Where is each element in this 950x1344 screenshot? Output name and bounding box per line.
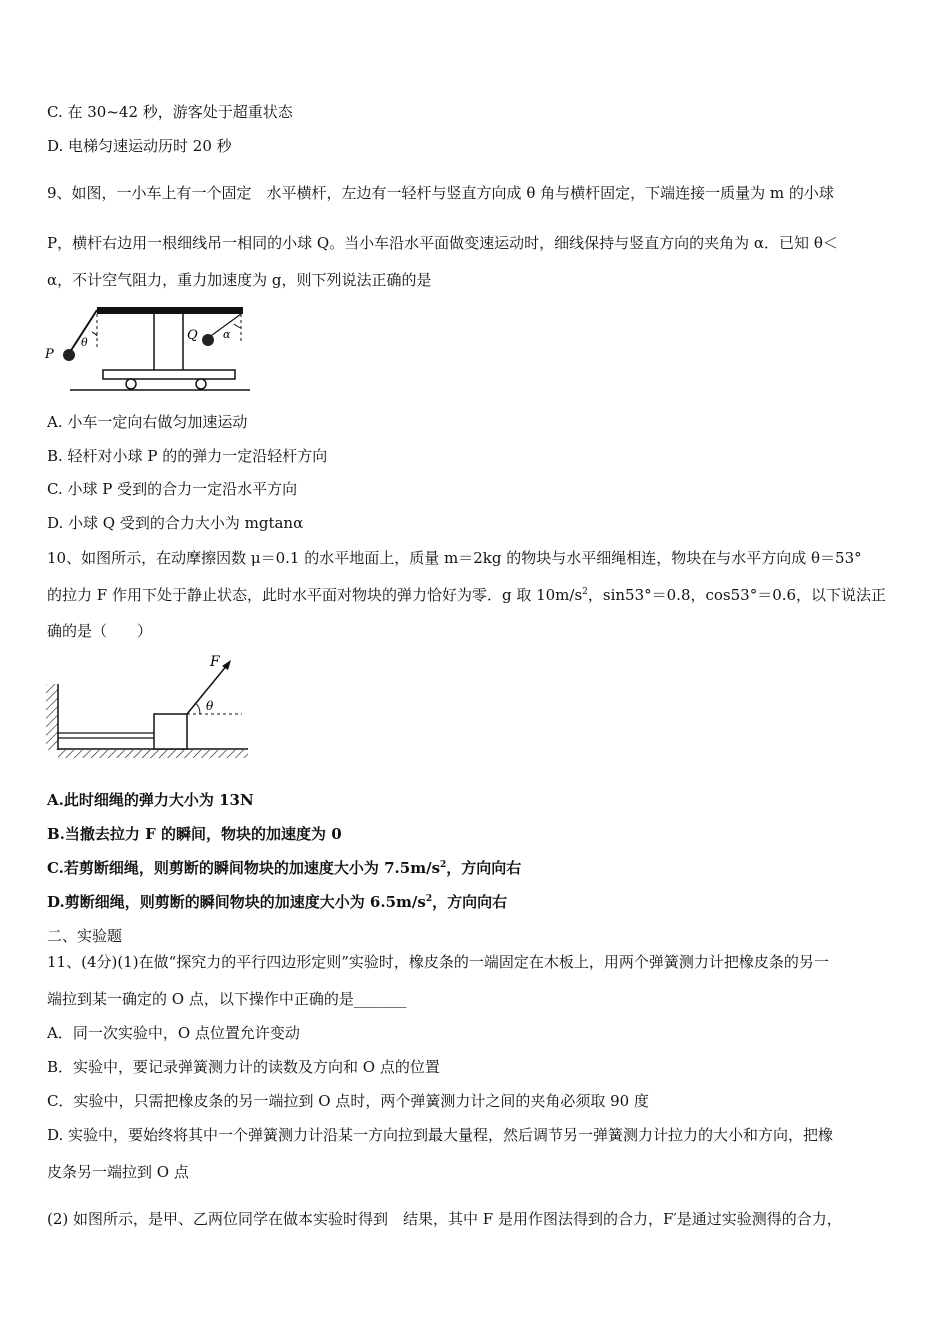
- q11-stem-line2: 端拉到某一确定的 O 点，以下操作中正确的是_______: [47, 990, 407, 1008]
- block: [154, 714, 187, 749]
- q10-option-a: A.此时细绳的弹力大小为 13N: [47, 791, 254, 809]
- q10-option-d: D.剪断细绳，则剪断的瞬间物块的加速度大小为 $6.5m/s^2$，方向向右: [47, 893, 508, 911]
- wheel-right: [196, 379, 206, 389]
- q10-option-b: B.当撤去拉力 F 的瞬间，物块的加速度为 0: [47, 825, 342, 843]
- label-p: P: [45, 347, 54, 362]
- q11-option-b: B．实验中，要记录弹簧测力计的读数及方向和 O 点的位置: [47, 1058, 440, 1076]
- ground-hatching: [58, 750, 248, 758]
- q9-cart-figure: [45, 302, 255, 397]
- wall-hatching: [46, 684, 58, 750]
- q10-option-c: C.若剪断细绳，则剪断的瞬间物块的加速度大小为 $7.5m/s^2$，方向向右: [47, 859, 522, 877]
- q11-option-d-line2: 皮条另一端拉到 O 点: [47, 1163, 189, 1181]
- q10-block-figure: [44, 652, 254, 762]
- ball-q: [202, 334, 214, 346]
- ball-p: [63, 349, 75, 361]
- q9-option-a: A. 小车一定向右做匀加速运动: [47, 413, 248, 431]
- q11-stem-line1: 11、(4分)(1)在做“探究力的平行四边形定则”实验时，橡皮条的一端固定在木板上，用两个弹簧测力计把橡皮条的另一: [47, 953, 829, 971]
- q9-option-b: B. 轻杆对小球 P 的的弹力一定沿轻杆方向: [47, 447, 328, 465]
- angle-arc-alpha: [234, 324, 241, 328]
- q9-option-c: C. 小球 P 受到的合力一定沿水平方向: [47, 480, 298, 498]
- label-f: F: [210, 654, 220, 670]
- q10-stem-line2: 的拉力 F 作用下处于静止状态，此时水平面对物块的弹力恰好为零．g 取 $10m/s^2$，sin53°＝0.8，cos53°＝0.6，以下说法正: [47, 586, 887, 604]
- label-alpha: α: [223, 328, 231, 341]
- angle-arc: [195, 703, 200, 714]
- q11-option-a: A．同一次实验中，O 点位置允许变动: [47, 1024, 300, 1042]
- q9-stem-line2: P，横杆右边用一根细线吊一相同的小球 Q。当小车沿水平面做变速运动时，细线保持与竖直方向的夹角为 α．已知 θ＜: [47, 234, 838, 252]
- q9-stem-line1: 9、如图，一小车上有一个固定 水平横杆，左边有一轻杆与竖直方向成 θ 角与横杆固定，下端连接一质量为 m 的小球: [47, 184, 834, 202]
- q9-option-d: D. 小球 Q 受到的合力大小为 mgtanα: [47, 514, 304, 532]
- crossbar: [97, 307, 243, 314]
- cart-body: [103, 370, 235, 379]
- section-heading: 二、实验题: [47, 927, 123, 945]
- label-theta: θ: [206, 699, 214, 713]
- label-theta: θ: [81, 336, 88, 349]
- q10-stem-line1: 10、如图所示，在动摩擦因数 μ＝0.1 的水平地面上，质量 m＝2kg 的物块与水平细绳相连，物块在与水平方向成 θ＝53°: [47, 549, 862, 567]
- q11-option-c: C．实验中，只需把橡皮条的另一端拉到 O 点时，两个弹簧测力计之间的夹角必须取 90 度: [47, 1092, 649, 1110]
- label-q: Q: [187, 328, 198, 343]
- q10-stem-line3: 确的是（ ）: [47, 622, 153, 640]
- angle-arc-theta: [92, 332, 97, 336]
- q8-option-d: D. 电梯匀速运动历时 20 秒: [47, 137, 232, 155]
- q11-option-d-line1: D. 实验中，要始终将其中一个弹簧测力计沿某一方向拉到最大量程，然后调节另一弹簧测力计拉力的大小和方向，把橡: [47, 1126, 834, 1144]
- q8-option-c: C. 在 30~42 秒，游客处于超重状态: [47, 103, 293, 121]
- q11-part2: (2) 如图所示，是甲、乙两位同学在做本实验时得到 结果，其中 F 是用作图法得到的合力，F′是通过实验测得的合力，: [47, 1210, 842, 1228]
- wheel-left: [126, 379, 136, 389]
- q9-stem-line3: α，不计空气阻力，重力加速度为 g，则下列说法正确的是: [47, 271, 432, 289]
